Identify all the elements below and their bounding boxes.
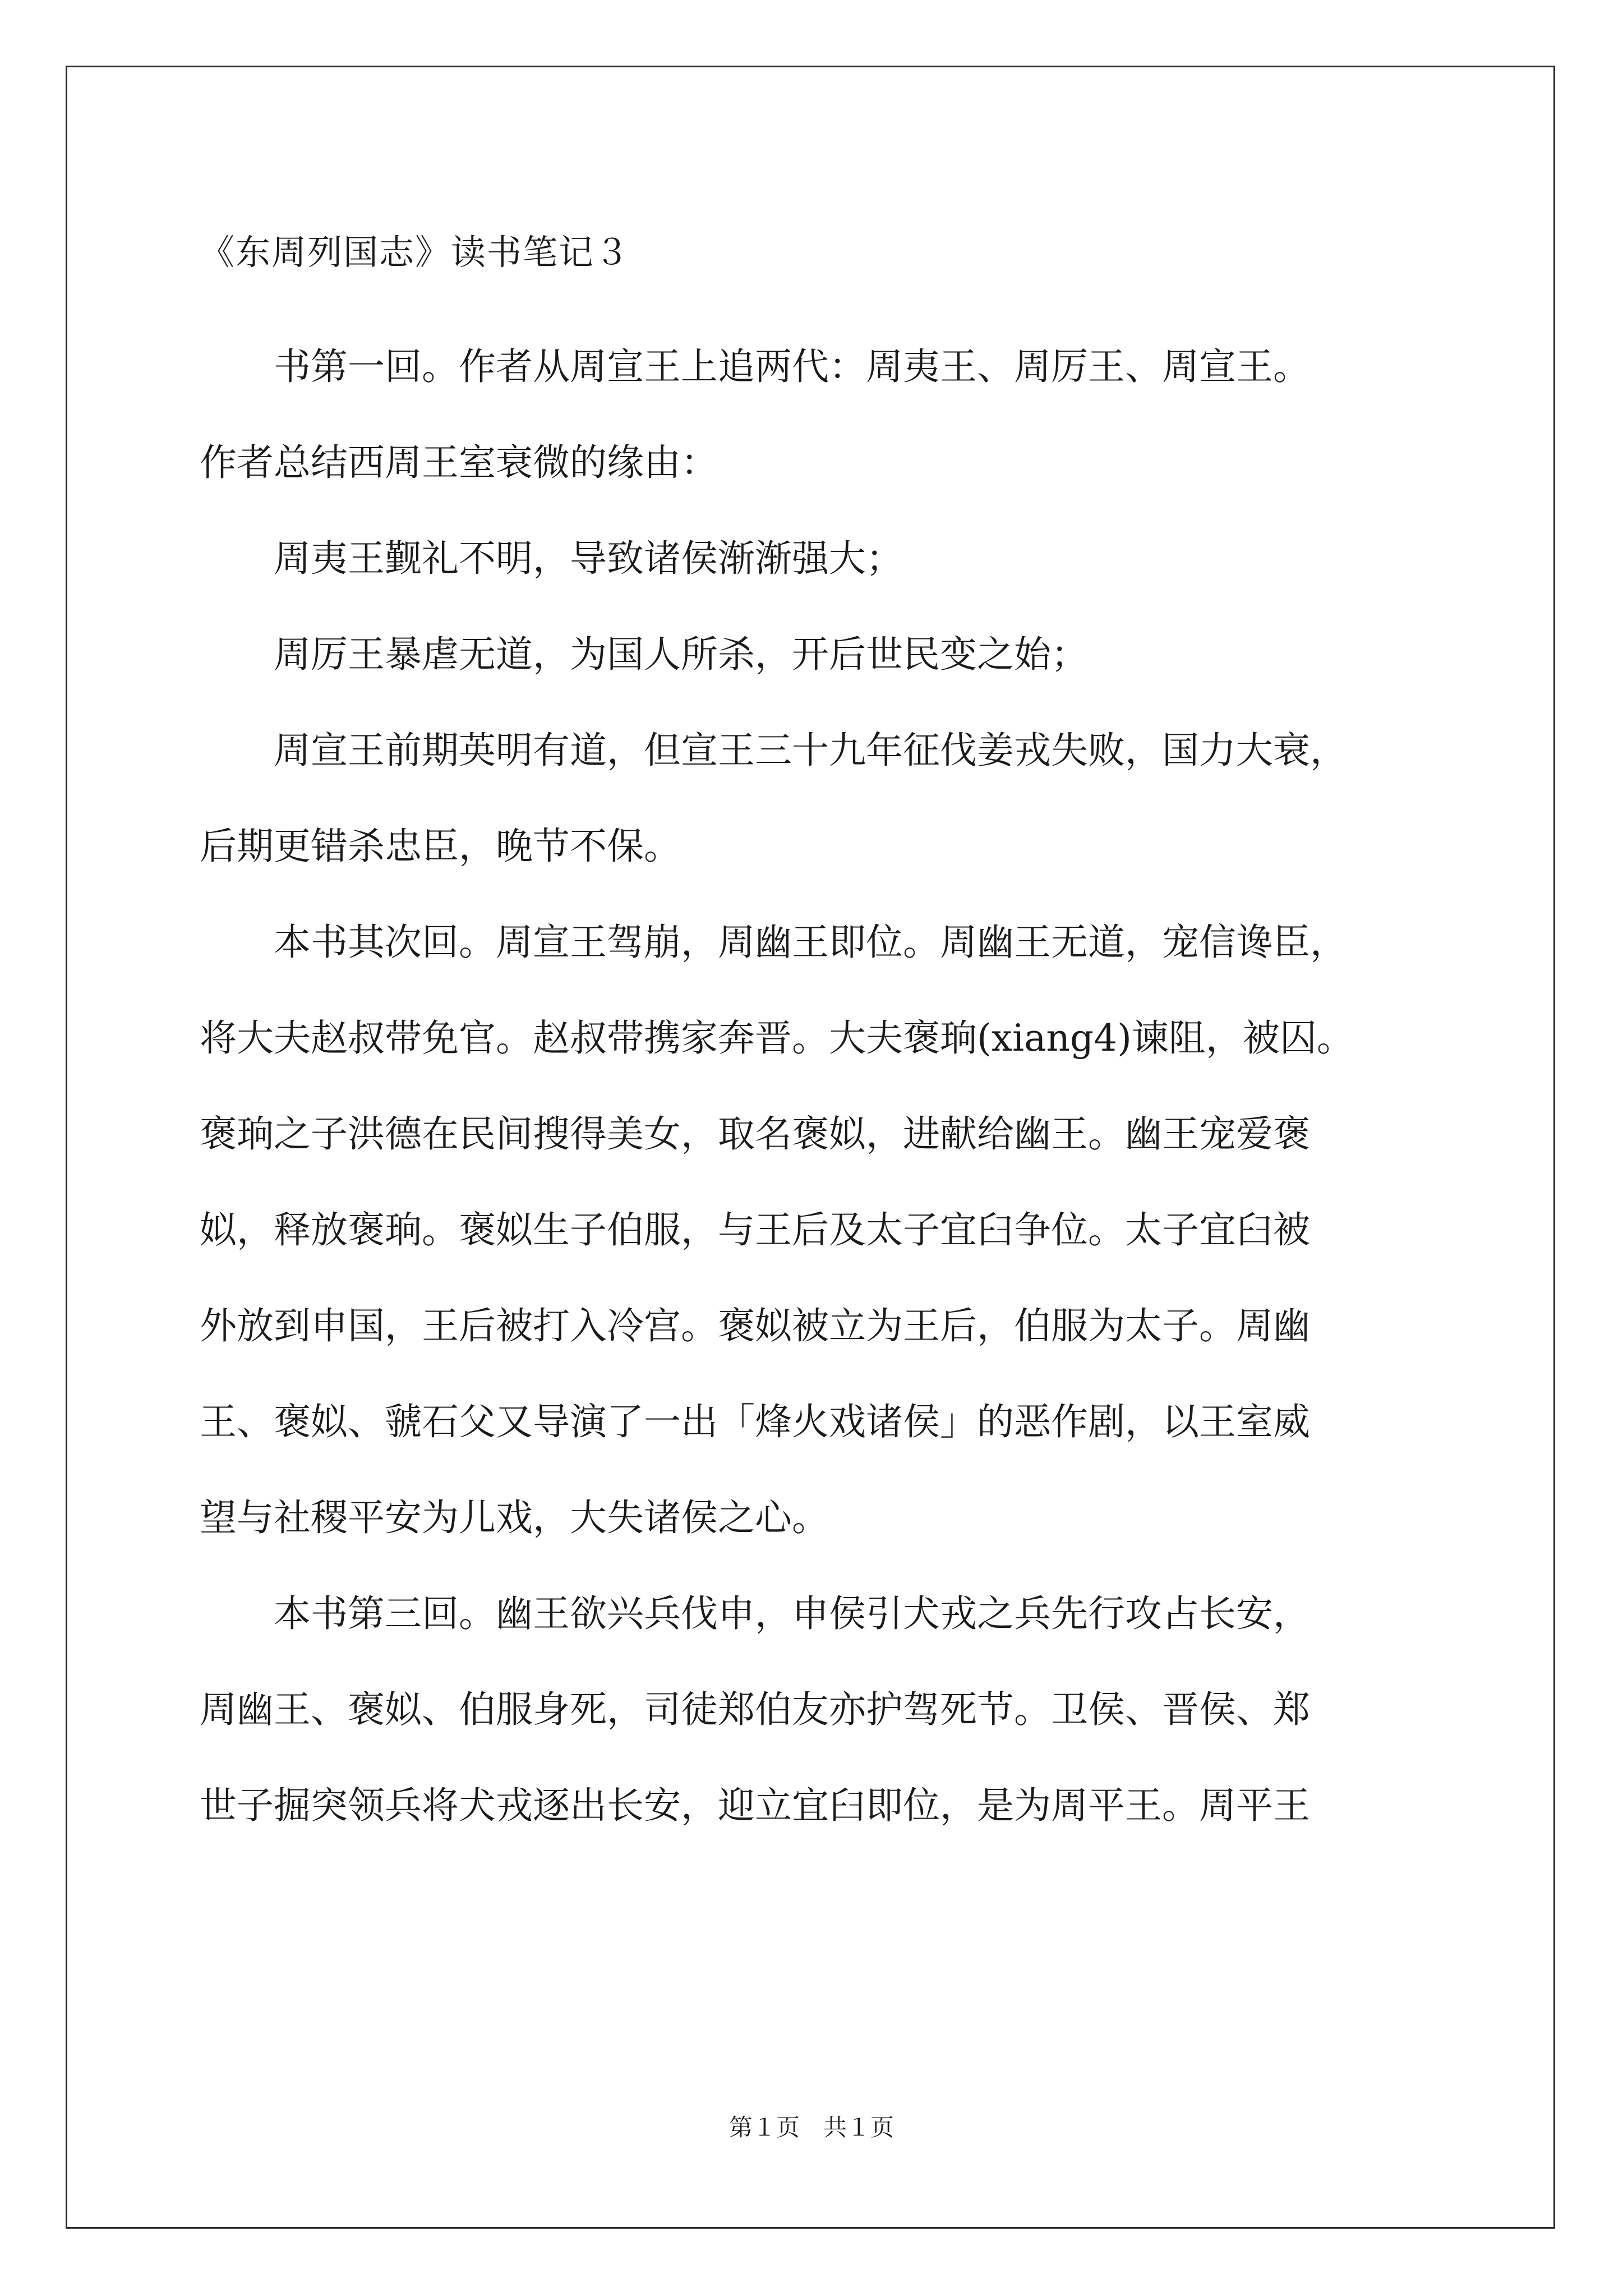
document-title: 《东周列国志》读书笔记３: [200, 232, 631, 273]
body-line: 后期更错杀忠臣，晚节不保。: [200, 825, 681, 868]
body-line: 周厉王暴虐无道，为国人所杀，开后世民变之始；: [200, 633, 1088, 676]
body-line: 望与社稷平安为儿戏，大失诸侯之心。: [200, 1496, 829, 1539]
body-line: 姒，释放褒珦。褒姒生子伯服，与王后及太子宜臼争位。太子宜臼被: [200, 1208, 1310, 1251]
body-line: 作者总结西周王室衰微的缘由：: [200, 441, 718, 484]
page-footer: 第１页 共１页: [728, 2115, 894, 2141]
body-line: 本书其次回。周宣王驾崩，周幽王即位。周幽王无道，宠信谗臣，: [200, 921, 1347, 964]
body-line: 褒珦之子洪德在民间搜得美女，取名褒姒，进献给幽王。幽王宠爱褒: [200, 1112, 1310, 1156]
body-line: 世子掘突领兵将犬戎逐出长安，迎立宜臼即位，是为周平王。周平王: [200, 1784, 1310, 1827]
body-line: 王、褒姒、虢石父又导演了一出「烽火戏诸侯」的恶作剧，以王室威: [200, 1400, 1310, 1443]
document-body: [200, 319, 1424, 1853]
body-line: 周夷王觐礼不明，导致诸侯渐渐强大；: [200, 537, 903, 580]
body-line: 本书第三回。幽王欲兴兵伐申，申侯引犬戎之兵先行攻占长安，: [200, 1592, 1310, 1635]
body-line: 将大夫赵叔带免官。赵叔带携家奔晋。大夫褒珦(xiang4)谏阻，被囚。: [200, 1016, 1354, 1060]
body-line: 书第一回。作者从周宣王上追两代：周夷王、周厉王、周宣王。: [200, 345, 1310, 388]
body-line: 周幽王、褒姒、伯服身死，司徒郑伯友亦护驾死节。卫侯、晋侯、郑: [200, 1688, 1310, 1731]
body-line: 外放到申国，王后被打入冷宫。褒姒被立为王后，伯服为太子。周幽: [200, 1304, 1310, 1347]
body-line: 周宣王前期英明有道，但宣王三十九年征伐姜戎失败，国力大衰，: [200, 729, 1347, 772]
